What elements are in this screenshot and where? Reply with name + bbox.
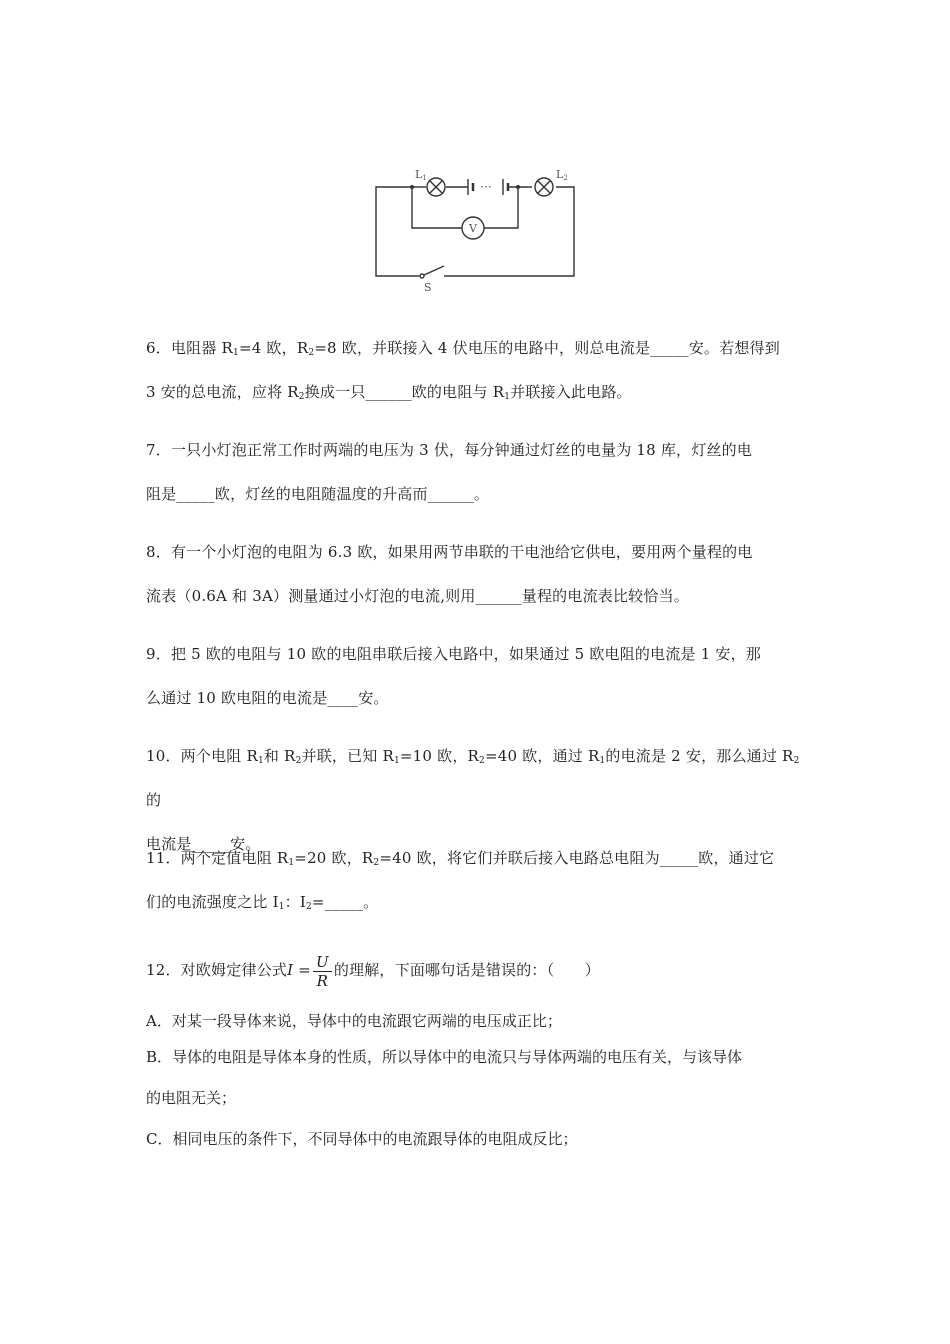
lamp-l1-icon [427,178,445,196]
voltmeter-label: V [469,222,477,235]
question-11-line-1: 11．两个定值电阻 $R_1=20$ 欧，$R_2=40$ 欧，将它们并联后接入电路总电阻为_____欧，通过它 [146,849,775,868]
battery-dots: ··· [480,180,492,194]
question-12-options [146,1003,810,1157]
switch-icon [416,266,446,278]
question-10-line-2: 电流是_____安。 [146,835,261,853]
question-6-line-2: 3 安的总电流，应将 $R_2$换成一只______欧的电阻与 $R_1$并联接入此电路。 [146,383,632,402]
option-b-line-1: B．导体的电阻是导体本身的性质，所以导体中的电流只与导体两端的电压有关，与该导体 [146,1048,743,1066]
lamp-l2-icon [535,178,553,196]
outer-wire-right [446,187,574,276]
junction-right [516,185,520,189]
question-7-line-2: 阻是_____欧，灯丝的电阻随温度的升高而______。 [146,485,490,503]
option-a: A．对某一段导体来说，导体中的电流跟它两端的电压成正比； [146,1012,562,1030]
question-11 [146,836,810,924]
question-9 [146,632,810,720]
question-10-line-1: 10．两个电阻 $R_1$和 $R_2$并联，已知 $R_1=10$ 欧，$R_2=40$ 欧，通过 $R_1$的电流是 2 安，那么通过 $R_2$的 [146,747,800,809]
formula-fraction: $\frac{U}{R}$ [313,953,332,990]
question-9-line-1: 9．把 5 欧的电阻与 10 欧的电阻串联后接入电路中，如果通过 5 欧电阻的电流是 1 安，那 [146,645,762,663]
switch-label: S [424,281,432,294]
option-c: C．相同电压的条件下，不同导体中的电流跟导体的电阻成反比； [146,1130,578,1148]
option-b-line-2: 的电阻无关； [146,1089,237,1107]
outer-wire-left [376,187,416,276]
lamp-l1-label: L1 [415,168,427,182]
question-12-stem: 12．对欧姆定律公式I = $\frac{U}{R}$ 的理解，下面哪句话是错误的：（ ） [146,952,600,990]
question-11-line-2: 们的电流强度之比 $I_1$：$I_2=\_\_\_\_\_$。 [146,893,379,912]
question-7 [146,428,810,516]
circuit-diagram [360,160,600,295]
question-7-line-1: 7．一只小灯泡正常工作时两端的电压为 3 伏，每分钟通过灯丝的电量为 18 库，灯丝的电 [146,441,753,459]
formula-lhs: I = [287,961,311,979]
circuit-svg [360,160,600,295]
question-9-line-2: 么通过 10 欧电阻的电流是____安。 [146,689,389,707]
junction-left [410,185,414,189]
lamp-l2-label: L2 [556,168,568,182]
question-8-line-2: 流表（0.6A 和 3A）测量通过小灯泡的电流,则用______量程的电流表比较恰当。 [146,587,689,605]
question-8-line-1: 8．有一个小灯泡的电阻为 6.3 欧，如果用两节串联的干电池给它供电，要用两个量程的电 [146,543,753,561]
question-6 [146,326,810,414]
question-8 [146,530,810,618]
question-6-line-1: 6．电阻器 $R_1=4$ 欧，$R_2=8$ 欧，并联接入 4 伏电压的电路中，则总电流是_____安。若想得到 [146,339,780,358]
voltmeter-wire-left [412,187,462,228]
